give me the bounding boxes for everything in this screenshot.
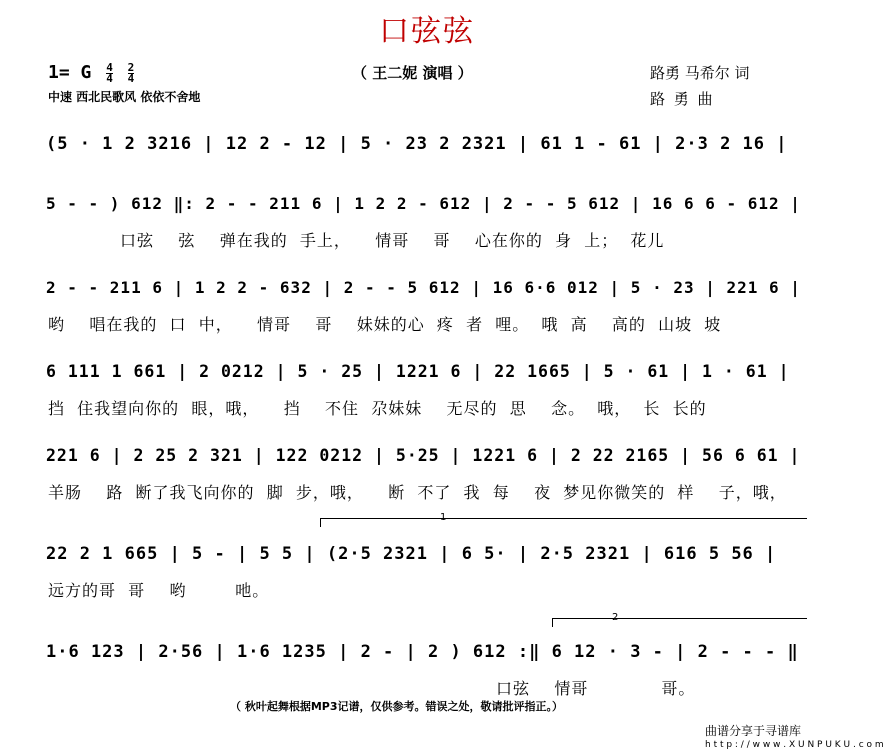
volta-2-number: 2	[612, 612, 619, 623]
watermark: 曲谱分享于寻谱库	[705, 724, 802, 738]
composer-credit: 路 勇 曲	[650, 90, 715, 108]
notes-row-4: 6 111 1 661 | 2 0212 | 5 · 25 | 1221 6 | 22 1665 | 5 · 61 | 1 · 61 |	[46, 362, 790, 381]
volta-1-number: 1	[440, 512, 447, 523]
score-row-5	[46, 440, 810, 474]
lyrics-row-5: 羊肠 路 断了我飞向你的 脚 步，哦， 断 不了 我 每 夜 梦见你微笑的 样 子，哦，	[48, 483, 787, 502]
score-row-2	[46, 188, 810, 222]
lyricist-credit: 路勇 马希尔 词	[650, 64, 750, 82]
notes-row-7: 1·6 123 | 2·56 | 1·6 1235 | 2 - | 2 ) 612 :‖ 6 12 · 3 - | 2 - - - ‖	[46, 642, 799, 662]
lyrics-row-6: 远方的哥 哥 哟 吔。	[48, 581, 270, 600]
lyrics-row-2: 口弦 弦 弹在我的 手上， 情哥 哥 心在你的 身 上； 花儿	[120, 231, 665, 250]
lyrics-row-4: 挡 住我望向你的 眼，哦， 挡 不住 尕妹妹 无尽的 思 念。 哦， 长 长的	[48, 399, 707, 418]
score-row-7	[46, 636, 810, 670]
lyrics-row-3: 哟 唱在我的 口 中， 情哥 哥 妹妹的心 疼 者 哩。 哦 高 高的 山坡 坡	[48, 315, 722, 334]
footnote: （ 秋叶起舞根据MP3记谱，仅供参考。错误之处，敬请批评指正。）	[230, 700, 563, 713]
tempo-note: 中速 西北民歌风 依依不舍地	[48, 90, 201, 104]
volta-1-bracket	[320, 518, 807, 527]
score-row-6	[46, 538, 810, 572]
score-row-3	[46, 272, 810, 306]
time-signature-2-4: $\frac{2}{4}$	[127, 60, 135, 85]
notes-row-6: 22 2 1 665 | 5 - | 5 5 | (2·5 2321 | 6 5· | 2·5 2321 | 616 5 56 |	[46, 544, 777, 564]
notes-row-1: (5 · 1 2 3216 | 12 2 - 12 | 5 · 23 2 2321 | 61 1 - 61 | 2·3 2 16 |	[46, 134, 788, 154]
score-row-4	[46, 356, 810, 390]
key-text: 1= G	[48, 62, 92, 83]
notes-row-2: 5 - - ) 612 ‖: 2 - - 211 6 | 1 2 2 - 612 | 2 - - 5 612 | 16 6 6 - 612 |	[46, 194, 801, 213]
score-row-1	[46, 128, 810, 162]
notes-row-3: 2 - - 211 6 | 1 2 2 - 632 | 2 - - 5 612 | 16 6·6 012 | 5 · 23 | 221 6 |	[46, 278, 801, 297]
lyrics-row-7: 口弦 情哥 哥。	[496, 679, 696, 698]
watermark-url: h t t p : / / w w w . X U N P U K U . c o m	[705, 740, 884, 750]
page-title: 口弦弦	[379, 14, 475, 49]
time-signature-4-4: $\frac{4}{4}$	[106, 60, 113, 85]
volta-2-bracket	[552, 618, 807, 627]
notes-row-5: 221 6 | 2 25 2 321 | 122 0212 | 5·25 | 1221 6 | 2 22 2165 | 56 6 61 |	[46, 446, 801, 465]
singer-credit: （ 王二妮 演唱 ）	[352, 64, 473, 82]
key-signature	[48, 62, 134, 84]
